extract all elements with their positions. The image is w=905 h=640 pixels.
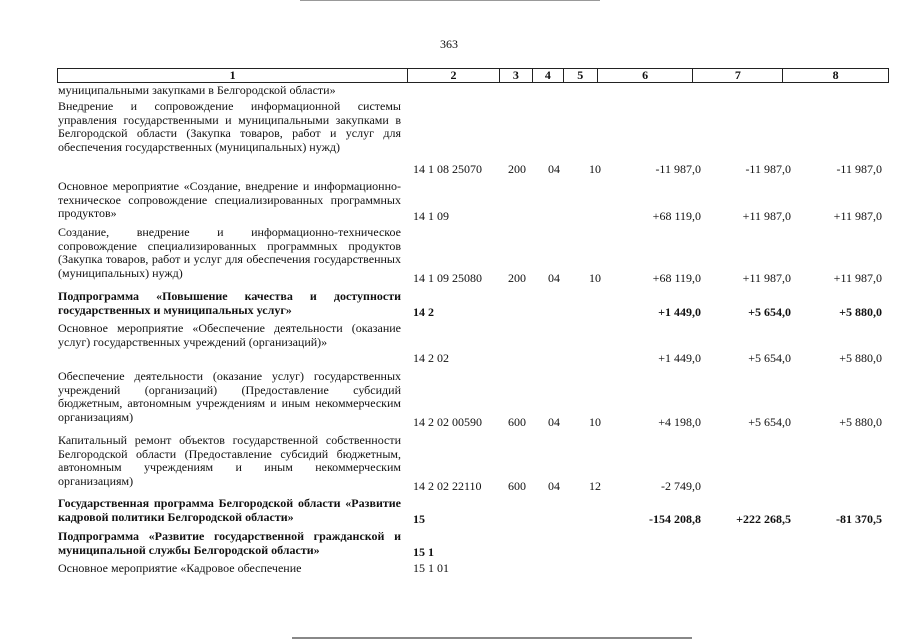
row-subsection: 10 bbox=[589, 271, 601, 285]
row-amount-col8: -11 987,0 bbox=[836, 162, 882, 176]
row-description: муниципальными закупками в Белгородской области» bbox=[58, 83, 336, 97]
bottom-edge-line bbox=[292, 637, 692, 639]
row-amount-col6: +68 119,0 bbox=[652, 271, 701, 285]
row-amount-col8: +5 880,0 bbox=[839, 351, 882, 365]
row-code: 14 2 bbox=[413, 305, 434, 319]
row-description: Основное мероприятие «Кадровое обеспечение bbox=[58, 561, 302, 575]
row-code: 14 1 08 25070 bbox=[413, 162, 482, 176]
row-amount-col8: -81 370,5 bbox=[836, 512, 882, 526]
row-description: Создание, внедрение и информационно-техническое сопровождение специализированных программных продуктов (Закупка товаров, работ и услуг для обеспечения государственных (муниципальных) нужд) bbox=[58, 225, 401, 280]
row-description: Подпрограмма «Развитие государственной гражданской и муниципальной службы Белгородской области» bbox=[58, 529, 401, 557]
row-expense-type: 200 bbox=[508, 162, 526, 176]
row-amount-col6: +68 119,0 bbox=[652, 209, 701, 223]
row-description: Основное мероприятие «Создание, внедрение и информационно-техническое сопровождение специализированных программных продуктов» bbox=[58, 179, 401, 220]
row-code: 14 1 09 bbox=[413, 209, 449, 223]
row-code: 14 2 02 22110 bbox=[413, 479, 482, 493]
header-col-5: 5 bbox=[564, 69, 598, 82]
row-amount-col8: +5 880,0 bbox=[839, 415, 882, 429]
row-section: 04 bbox=[548, 415, 560, 429]
row-amount-col6: +1 449,0 bbox=[658, 351, 701, 365]
row-amount-col7: +5 654,0 bbox=[748, 415, 791, 429]
row-amount-col6: -2 749,0 bbox=[661, 479, 701, 493]
row-expense-type: 600 bbox=[508, 415, 526, 429]
header-col-3: 3 bbox=[500, 69, 533, 82]
header-col-8: 8 bbox=[832, 68, 839, 82]
row-code: 14 1 09 25080 bbox=[413, 271, 482, 285]
row-amount-col6: -11 987,0 bbox=[655, 162, 701, 176]
row-amount-col7: +5 654,0 bbox=[748, 305, 791, 319]
row-code: 15 1 bbox=[413, 545, 434, 559]
row-description: Подпрограмма «Повышение качества и доступности государственных и муниципальных услуг» bbox=[58, 289, 401, 317]
row-section: 04 bbox=[548, 271, 560, 285]
row-subsection: 10 bbox=[589, 415, 601, 429]
header-col-1: 1 bbox=[58, 69, 408, 82]
row-code: 15 bbox=[413, 512, 425, 526]
row-amount-col7: +11 987,0 bbox=[742, 209, 791, 223]
row-section: 04 bbox=[548, 479, 560, 493]
row-subsection: 10 bbox=[589, 162, 601, 176]
page-number: 363 bbox=[440, 37, 458, 51]
row-expense-type: 600 bbox=[508, 479, 526, 493]
row-description: Основное мероприятие «Обеспечение деятельности (оказание услуг) государственных учреждений (организаций)» bbox=[58, 321, 401, 349]
row-amount-col7: -11 987,0 bbox=[745, 162, 791, 176]
row-amount-col6: +1 449,0 bbox=[658, 305, 701, 319]
row-description: Внедрение и сопровождение информационной системы управления государственными и муниципальными закупками в Белгородской области (Закупка товаров, работ и услуг для обеспечения государственных (муниципальных) нужд) bbox=[58, 99, 401, 154]
row-amount-col6: -154 208,8 bbox=[649, 512, 701, 526]
row-amount-col7: +11 987,0 bbox=[742, 271, 791, 285]
row-amount-col6: +4 198,0 bbox=[658, 415, 701, 429]
top-edge-line bbox=[300, 0, 600, 1]
header-col-6: 6 bbox=[598, 69, 694, 82]
row-expense-type: 200 bbox=[508, 271, 526, 285]
row-description: Обеспечение деятельности (оказание услуг) государственных учреждений (организаций) (Предоставление субсидий бюджетным, автономным учреждениям и иным некоммерческим организациям) bbox=[58, 369, 401, 424]
row-description: Капитальный ремонт объектов государственной собственности Белгородской области (Предоставление субсидий бюджетным, автономным учреждениям и иным некоммерческим организациям) bbox=[58, 433, 401, 488]
row-code: 15 1 01 bbox=[413, 561, 449, 575]
row-code: 14 2 02 00590 bbox=[413, 415, 482, 429]
row-amount-col7: +222 268,5 bbox=[736, 512, 791, 526]
row-amount-col8: +11 987,0 bbox=[833, 209, 882, 223]
header-col-7: 7 bbox=[693, 69, 783, 82]
header-col-4: 4 bbox=[533, 69, 564, 82]
row-amount-col7: +5 654,0 bbox=[748, 351, 791, 365]
row-description: Государственная программа Белгородской области «Развитие кадровой политики Белгородской области» bbox=[58, 496, 401, 524]
table-header bbox=[57, 68, 889, 83]
row-section: 04 bbox=[548, 162, 560, 176]
row-amount-col8: +11 987,0 bbox=[833, 271, 882, 285]
row-code: 14 2 02 bbox=[413, 351, 449, 365]
header-col-2: 2 bbox=[408, 69, 500, 82]
row-amount-col8: +5 880,0 bbox=[839, 305, 882, 319]
row-subsection: 12 bbox=[589, 479, 601, 493]
